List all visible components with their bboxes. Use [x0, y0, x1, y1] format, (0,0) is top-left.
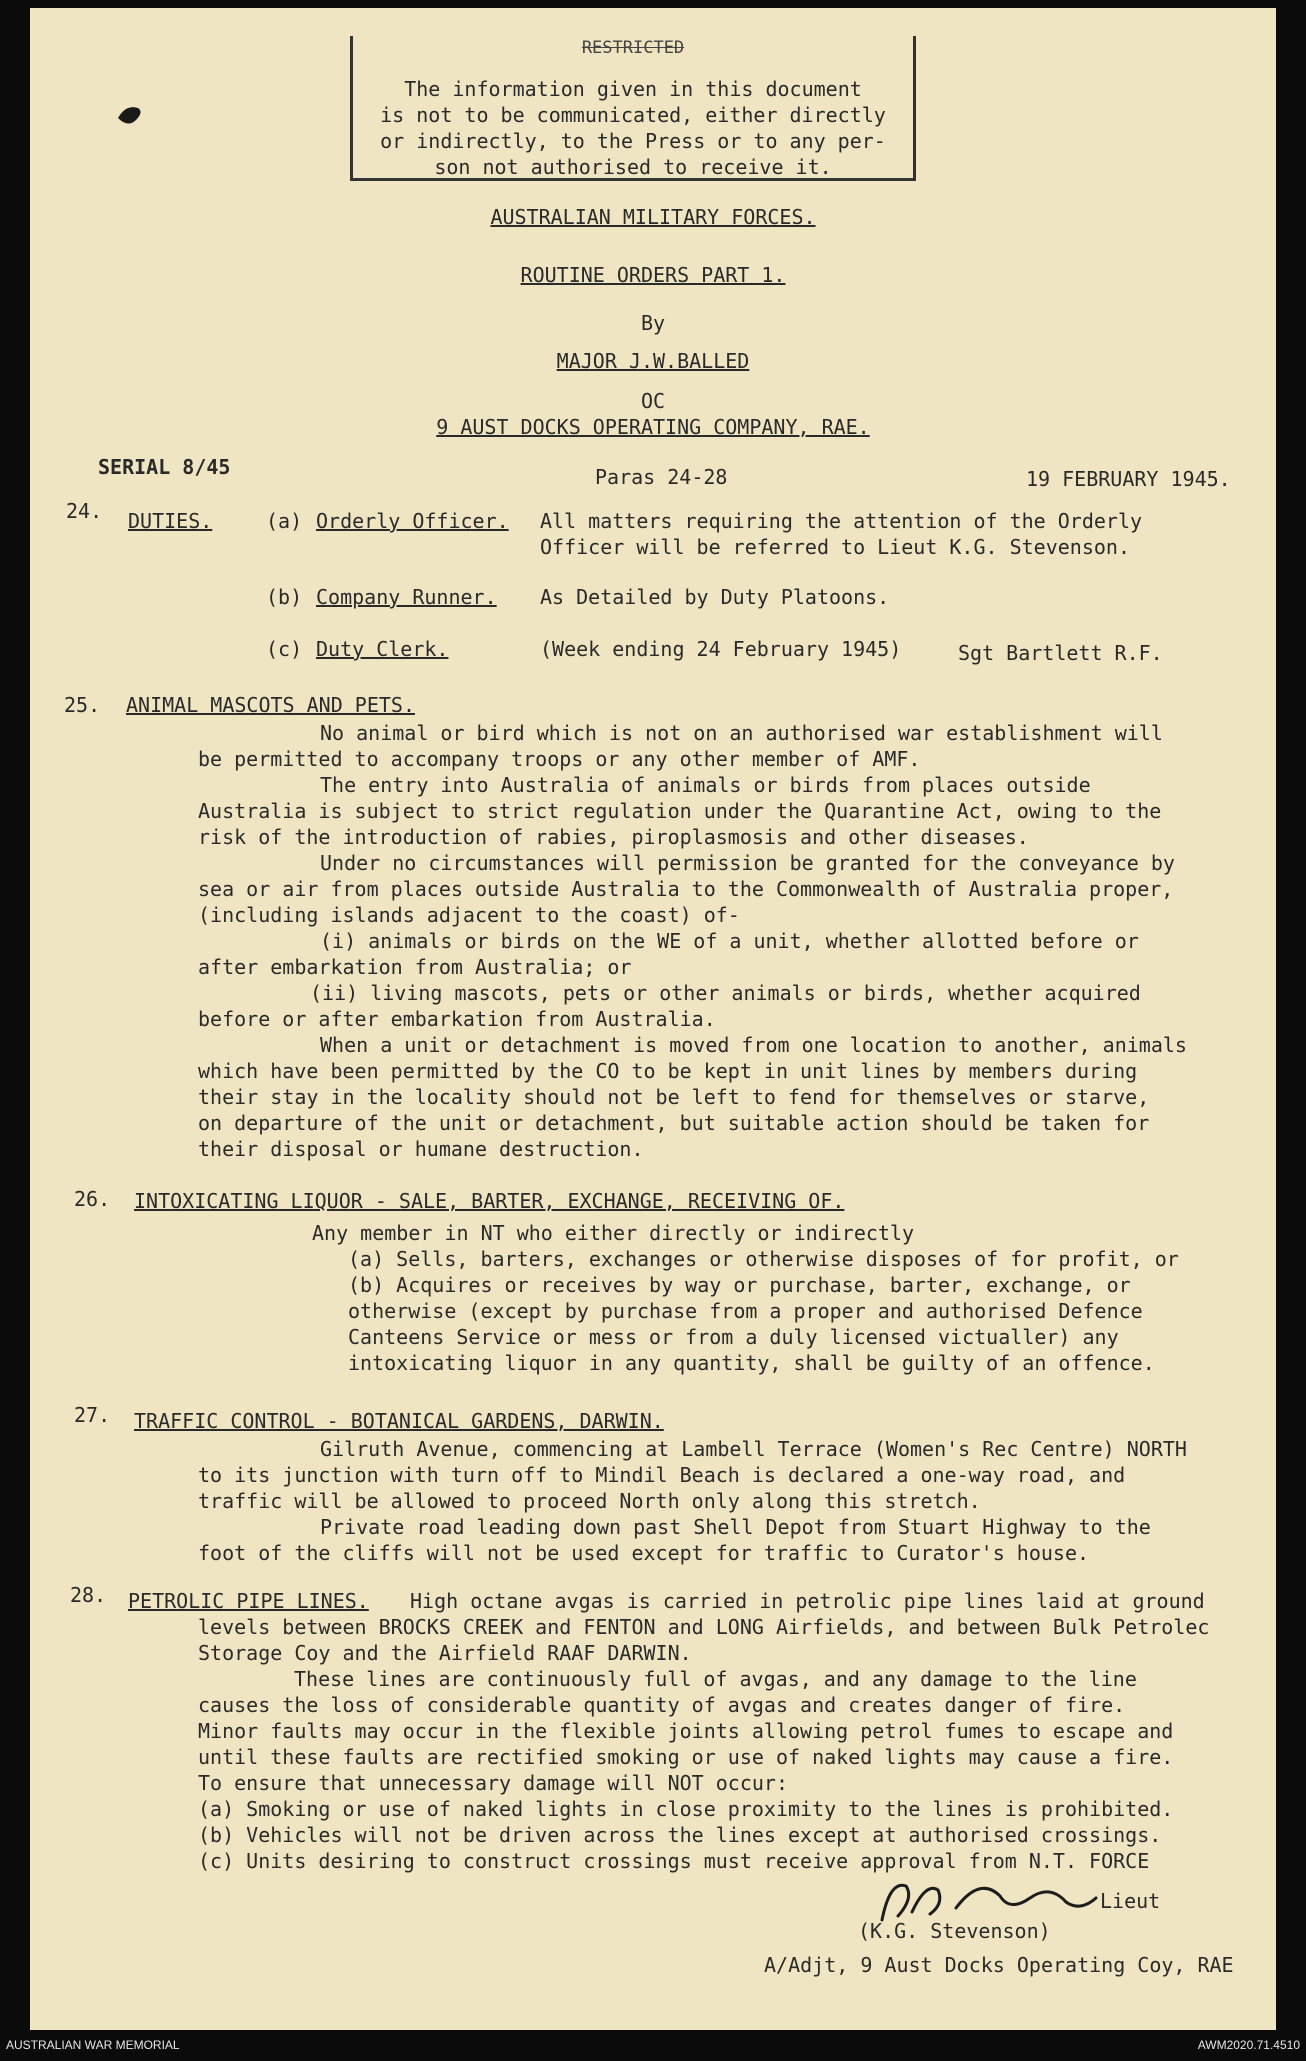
para26-line: Canteens Service or mess or from a duly licensed victualler) any	[348, 1325, 1119, 1349]
footer-catalog-number: AWM2020.71.4510	[1197, 2038, 1300, 2052]
restricted-line-2: is not to be communicated, either directly	[380, 103, 886, 127]
para28-line: causes the loss of considerable quantity of avgas and creates danger of fire.	[198, 1693, 1126, 1717]
para27-line: to its junction with turn off to Mindil Beach is declared a one-way road, and	[198, 1463, 1126, 1487]
para24-title: DUTIES.	[128, 509, 213, 533]
para27-line: foot of the cliffs will not be used except for traffic to Curator's house.	[198, 1541, 1090, 1565]
para24-c-text: (Week ending 24 February 1945)	[540, 637, 902, 661]
header-major: MAJOR J.W.BALLED	[556, 349, 750, 373]
para28-line: Storage Coy and the Airfield RAAF DARWIN.	[198, 1641, 692, 1665]
para26-number: 26.	[74, 1187, 111, 1211]
para24-number: 24.	[66, 499, 103, 523]
para25-line: Under no circumstances will permission be granted for the conveyance by	[320, 851, 1175, 875]
para25-line: risk of the introduction of rabies, piroplasmosis and other diseases.	[198, 825, 1029, 849]
para28-line: Minor faults may occur in the flexible joints allowing petrol fumes to escape and	[198, 1719, 1174, 1743]
para28-line: These lines are continuously full of avgas, and any damage to the line	[294, 1667, 1137, 1691]
para26-line: otherwise (except by purchase from a proper and authorised Defence	[348, 1299, 1143, 1323]
para24-c-title: Duty Clerk.	[316, 637, 449, 661]
para24-a-text-1: All matters requiring the attention of the Orderly	[540, 509, 1143, 533]
para25-line: be permitted to accompany troops or any other member of AMF.	[198, 747, 921, 771]
signature-rank: Lieut	[1100, 1889, 1161, 1913]
document-page	[30, 8, 1276, 2030]
para26-line: Any member in NT who either directly or indirectly	[312, 1221, 915, 1245]
para25-line: their stay in the locality should not be left to fend for themselves or starve,	[198, 1085, 1150, 1109]
para28-number: 28.	[70, 1583, 107, 1607]
header-company: 9 AUST DOCKS OPERATING COMPANY, RAE.	[436, 415, 870, 439]
para24-a-text-2: Officer will be referred to Lieut K.G. Stevenson.	[540, 535, 1131, 559]
para24-c-name: Sgt Bartlett R.F.	[958, 641, 1163, 665]
signature-title: A/Adjt, 9 Aust Docks Operating Coy, RAE	[764, 1953, 1234, 1977]
para25-line: (including islands adjacent to the coast) of-	[198, 903, 740, 927]
restricted-heading: RESTRICTED	[581, 38, 685, 58]
para25-line: their disposal or humane destruction.	[198, 1137, 644, 1161]
punch-hole-mark	[114, 98, 148, 132]
para28-line: levels between BROCKS CREEK and FENTON and LONG Airfields, and between Bulk Petrolec	[198, 1615, 1210, 1639]
para25-line: (ii) living mascots, pets or other animals or birds, whether acquired	[310, 981, 1141, 1005]
para25-line: on departure of the unit or detachment, but suitable action should be taken for	[198, 1111, 1150, 1135]
para28-line: (c) Units desiring to construct crossings must receive approval from N.T. FORCE	[198, 1849, 1150, 1873]
para26-line: intoxicating liquor in any quantity, shall be guilty of an offence.	[348, 1351, 1155, 1375]
restricted-line-4: son not authorised to receive it.	[434, 155, 832, 179]
para25-line: which have been permitted by the CO to be kept in unit lines by members during	[198, 1059, 1138, 1083]
footer-archive-label: AUSTRALIAN WAR MEMORIAL	[6, 2038, 180, 2052]
restricted-notice-box	[350, 36, 916, 181]
paras-range: Paras 24-28	[595, 465, 728, 489]
para27-title: TRAFFIC CONTROL - BOTANICAL GARDENS, DARWIN.	[134, 1409, 664, 1433]
serial-number: SERIAL 8/45	[98, 455, 231, 479]
header-oc: OC	[640, 389, 666, 413]
para25-number: 25.	[64, 693, 101, 717]
para27-number: 27.	[74, 1403, 111, 1427]
para25-line: The entry into Australia of animals or birds from places outside	[320, 773, 1091, 797]
para25-line: sea or air from places outside Australia to the Commonwealth of Australia proper,	[198, 877, 1174, 901]
para28-line: until these faults are rectified smoking or use of naked lights may cause a fire.	[198, 1745, 1174, 1769]
para28-line: To ensure that unnecessary damage will NOT occur:	[198, 1771, 789, 1795]
para27-line: traffic will be allowed to proceed North only along this stretch.	[198, 1489, 981, 1513]
para25-line: before or after embarkation from Australia.	[198, 1007, 716, 1031]
para24-a-title: Orderly Officer.	[316, 509, 509, 533]
para28-title: PETROLIC PIPE LINES.	[128, 1589, 369, 1613]
para25-line: after embarkation from Australia; or	[198, 955, 632, 979]
para27-line: Gilruth Avenue, commencing at Lambell Terrace (Women's Rec Centre) NORTH	[320, 1437, 1187, 1461]
para28-line: (b) Vehicles will not be driven across the lines except at authorised crossings.	[198, 1823, 1162, 1847]
order-date: 19 FEBRUARY 1945.	[1026, 467, 1231, 491]
para26-line: (a) Sells, barters, exchanges or otherwise disposes of for profit, or	[348, 1247, 1179, 1271]
para24-b-label: (b)	[266, 585, 303, 609]
para28-line: (a) Smoking or use of naked lights in close proximity to the lines is prohibited.	[198, 1797, 1174, 1821]
para25-line: No animal or bird which is not on an authorised war establishment will	[320, 721, 1163, 745]
header-by: By	[640, 311, 666, 335]
para25-line: (i) animals or birds on the WE of a unit, whether allotted before or	[320, 929, 1139, 953]
para28-first-line: High octane avgas is carried in petrolic pipe lines laid at ground	[410, 1589, 1205, 1613]
para26-title: INTOXICATING LIQUOR - SALE, BARTER, EXCHANGE, RECEIVING OF.	[134, 1189, 845, 1213]
signature-name: (K.G. Stevenson)	[858, 1919, 1051, 1943]
para24-b-text: As Detailed by Duty Platoons.	[540, 585, 890, 609]
para27-line: Private road leading down past Shell Depot from Stuart Highway to the	[320, 1515, 1151, 1539]
para26-line: (b) Acquires or receives by way or purchase, barter, exchange, or	[348, 1273, 1131, 1297]
para24-a-label: (a)	[266, 509, 303, 533]
header-forces: AUSTRALIAN MILITARY FORCES.	[490, 205, 816, 229]
restricted-line-1: The information given in this document	[404, 77, 862, 101]
header-routine-orders: ROUTINE ORDERS PART 1.	[520, 263, 786, 287]
para25-title: ANIMAL MASCOTS AND PETS.	[126, 693, 415, 717]
para24-c-label: (c)	[266, 637, 303, 661]
para25-line: Australia is subject to strict regulation under the Quarantine Act, owing to the	[198, 799, 1162, 823]
para24-b-title: Company Runner.	[316, 585, 497, 609]
restricted-line-3: or indirectly, to the Press or to any per-	[380, 129, 886, 153]
para25-line: When a unit or detachment is moved from one location to another, animals	[320, 1033, 1187, 1057]
